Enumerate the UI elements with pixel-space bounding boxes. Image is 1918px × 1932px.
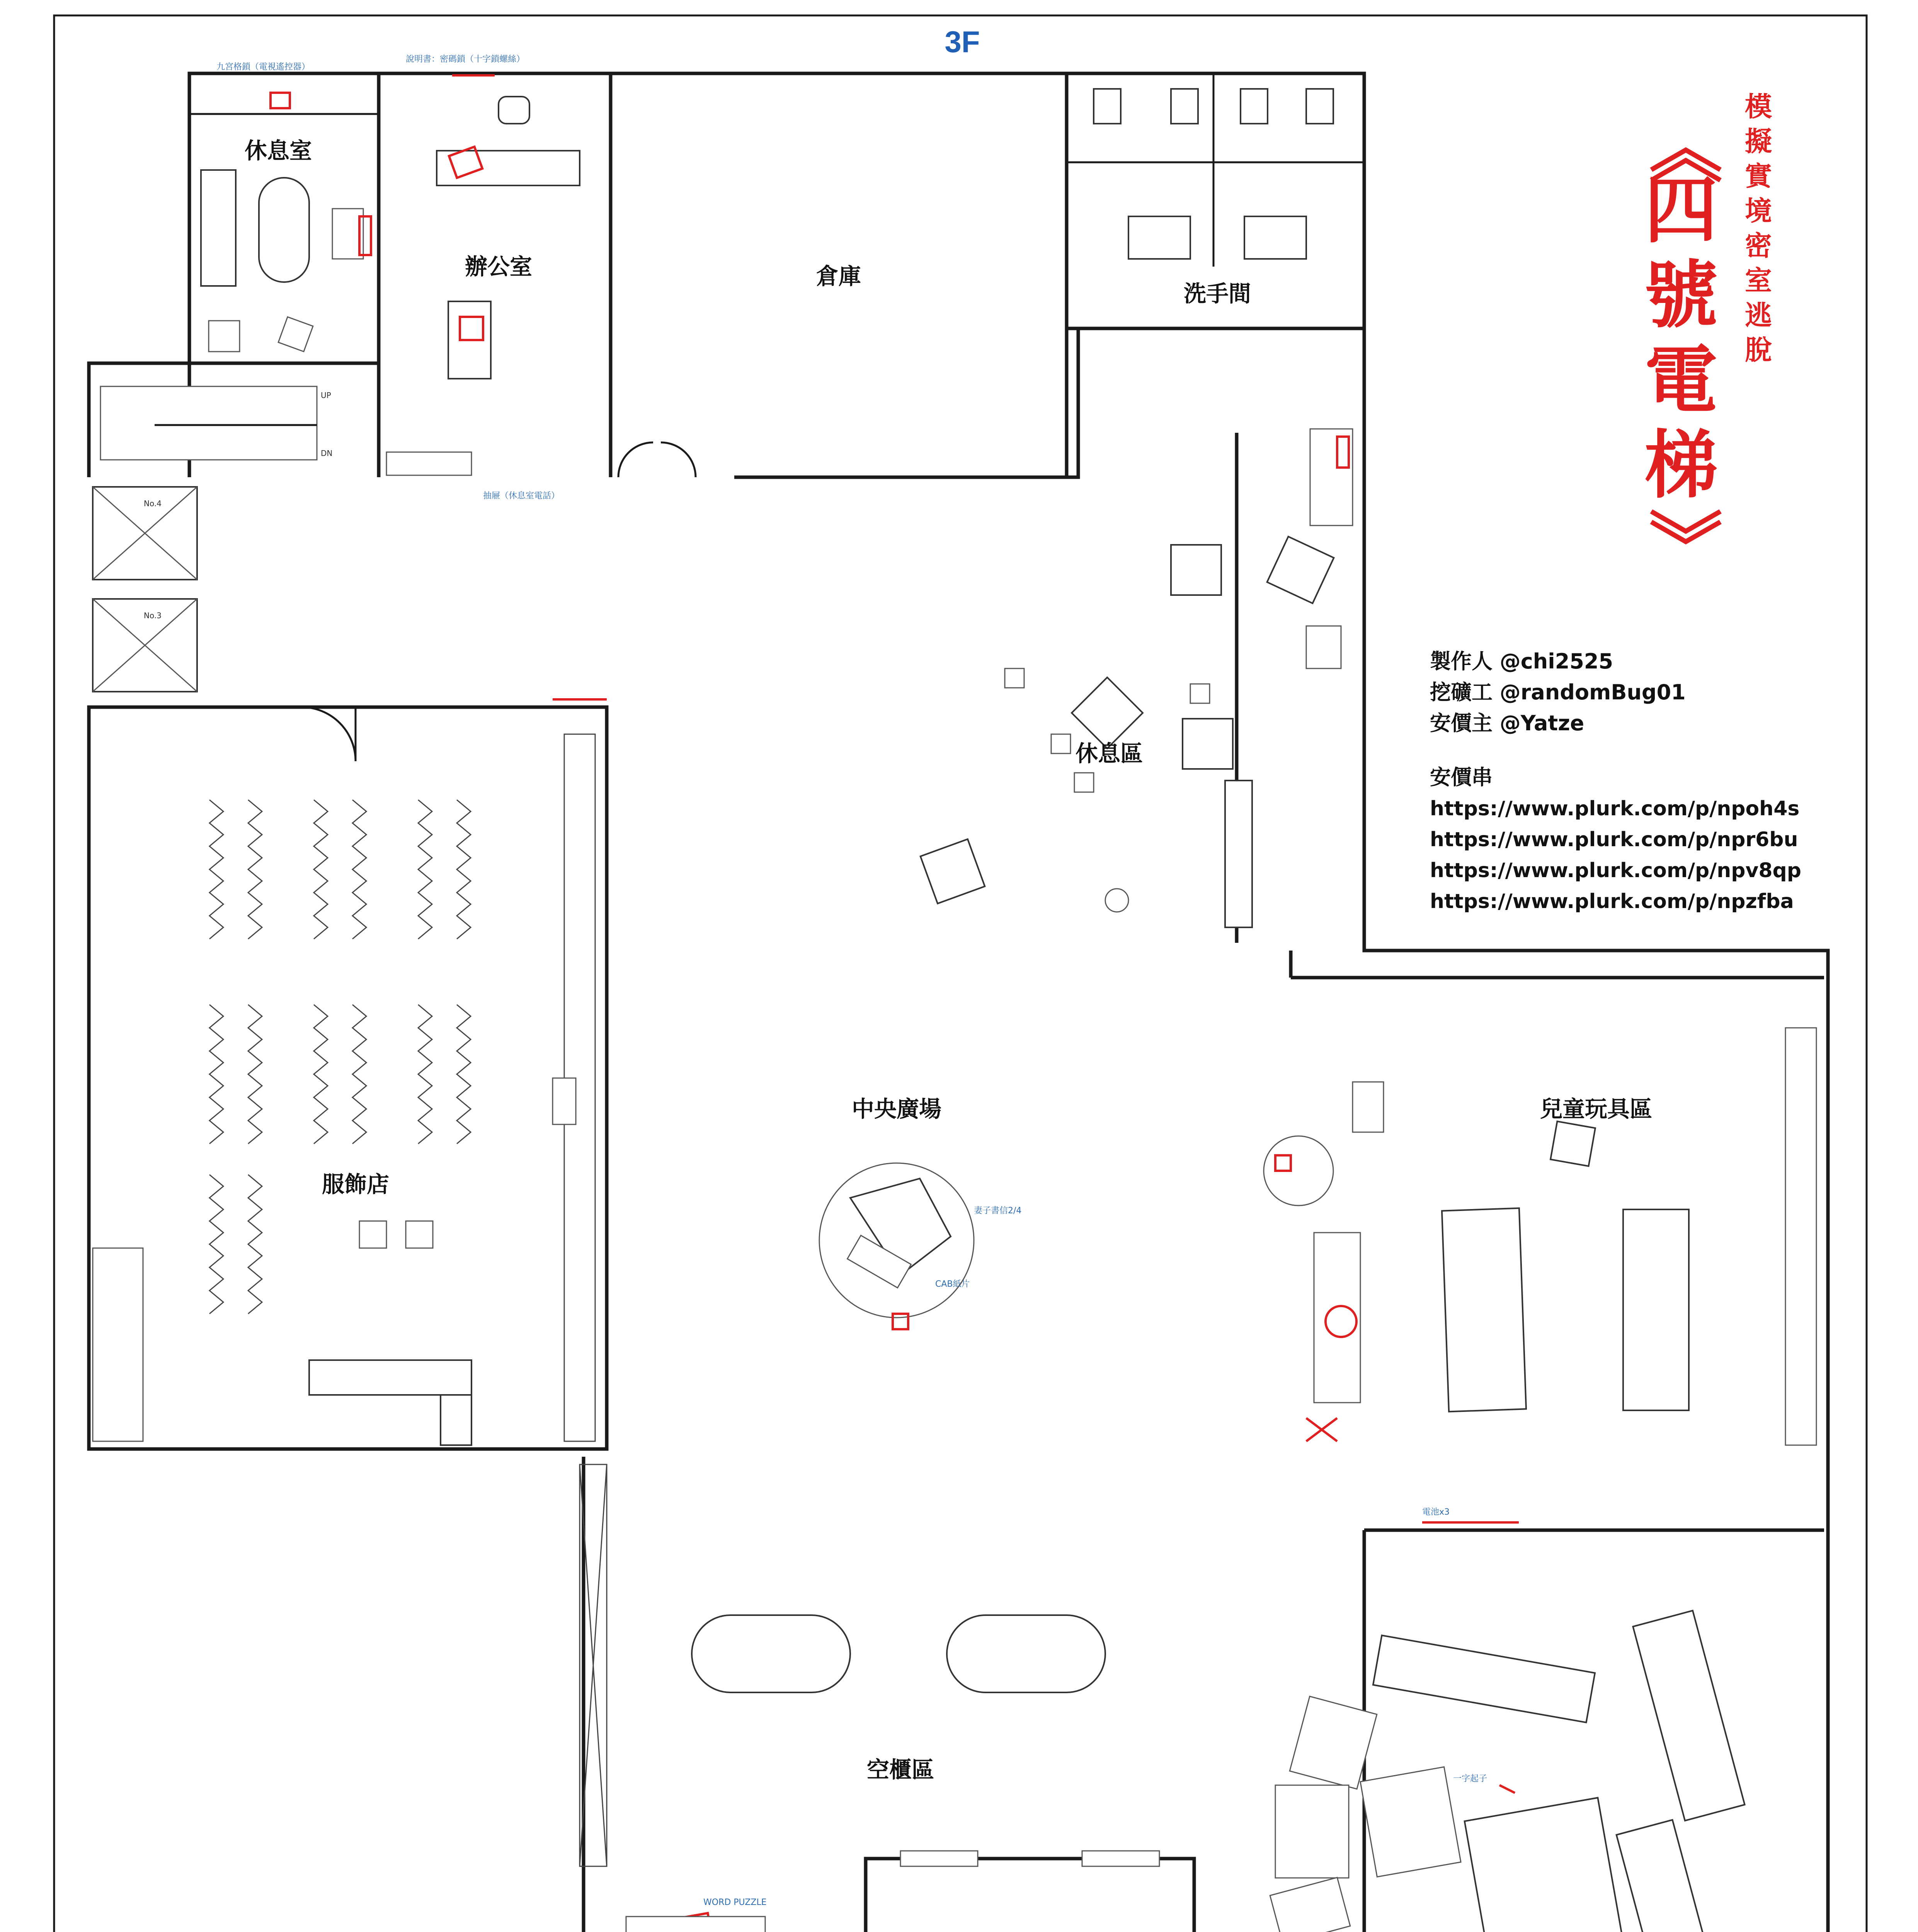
clothing-rack [209, 800, 223, 939]
room-label-empty-counter: 空櫃區 [866, 1757, 934, 1782]
title-char-3: 電 [1644, 337, 1718, 423]
left-stair-elevator-block [89, 363, 379, 692]
thread-link-2[interactable]: https://www.plurk.com/p/npr6bu [1430, 828, 1798, 851]
rest-area-pillar [1225, 781, 1252, 927]
restroom-toilet-1 [1094, 89, 1121, 124]
room-label-office: 辦公室 [465, 254, 533, 279]
title-char-4: 梯 [1644, 422, 1718, 508]
elevator-no4-label: No.4 [144, 499, 162, 508]
restroom-toilet-3 [1241, 89, 1268, 124]
restroom-sink-2 [1244, 216, 1306, 259]
toy-vending [1353, 1082, 1384, 1132]
lounge-sofa [201, 170, 236, 286]
rest-chair-2 [1074, 773, 1094, 792]
elevator-no3-label: No.3 [144, 611, 162, 620]
rest-bin [1105, 889, 1128, 912]
annotation-word-puzzle: WORD PUZZLE [703, 1898, 767, 1907]
toy-game-rack [1314, 1233, 1360, 1403]
annotation-piano-note: 妻子書信2/4 [974, 1206, 1022, 1216]
clothing-store-door[interactable] [301, 707, 356, 761]
clothing-cashier-side [441, 1395, 471, 1445]
clothing-rack [352, 1005, 366, 1144]
rest-chair-3 [1005, 668, 1024, 688]
subtitle-char-8: 脫 [1745, 334, 1772, 366]
thread-link-3[interactable]: https://www.plurk.com/p/npv8qp [1430, 859, 1801, 882]
tv-remote-marker[interactable] [271, 93, 290, 108]
plaza-south-window-2 [1082, 1851, 1159, 1866]
rest-table-1 [1171, 545, 1221, 595]
warehouse-lower-wall [734, 328, 1078, 477]
left-stair-up: UP [321, 391, 331, 400]
clothing-rack [248, 800, 262, 939]
annotation-office-doc: 說明書：密碼鎖（十字鎖螺絲） [406, 54, 525, 64]
annotation-office-drawer: 抽屜（休息室電話） [483, 491, 560, 501]
lounge-chair-2 [278, 317, 313, 352]
clothing-stool-1 [359, 1221, 386, 1248]
restroom-toilet-4 [1306, 89, 1333, 124]
clothing-rack [209, 1175, 223, 1314]
clothing-rack [314, 1005, 328, 1144]
title-char-1: 四 [1644, 167, 1718, 253]
subtitle-char-2: 擬 [1745, 126, 1772, 157]
toy-shelf-2 [1623, 1209, 1689, 1410]
arcade-platform [1465, 1798, 1624, 1932]
title-open-bracket: 《 [1641, 110, 1727, 184]
word-puzzle-counter [626, 1917, 765, 1932]
toy-table [1550, 1121, 1595, 1166]
subtitle-char-1: 模 [1745, 91, 1772, 122]
clothing-rack [457, 1005, 471, 1144]
credit-host: 安價主 @Yatze [1430, 711, 1584, 735]
warehouse-door-1[interactable] [618, 442, 653, 477]
arcade-ballpit [1223, 1611, 1828, 1932]
room-label-rest-area: 休息區 [1075, 741, 1143, 766]
annotation-cab-note: CAB紙片 [935, 1279, 970, 1289]
warehouse-block [611, 73, 1067, 477]
credit-threads-label: 安價串 [1430, 765, 1493, 789]
toy-shelf-1 [1442, 1208, 1526, 1412]
clothing-east-door[interactable] [553, 1078, 576, 1124]
annotation-crowbar: 一字起子 [1453, 1774, 1487, 1784]
credit-maker: 製作人 @chi2525 [1430, 649, 1613, 673]
thread-link-1[interactable]: https://www.plurk.com/p/npoh4s [1430, 797, 1800, 820]
title-close-bracket: 》 [1641, 508, 1727, 582]
empty-counter-1 [692, 1615, 850, 1692]
restroom-sink-1 [1128, 216, 1190, 259]
clothing-rack [248, 1175, 262, 1314]
rest-table-4 [1183, 719, 1233, 769]
left-stairwell[interactable] [100, 386, 317, 460]
central-plaza [819, 1097, 1021, 1329]
rest-area [921, 429, 1353, 912]
clothing-rack [209, 1005, 223, 1144]
rest-notice-board [1310, 429, 1353, 526]
arcade-machine-2 [1360, 1767, 1461, 1877]
annotation-tv-remote: 九宮格鎖（電視遙控器） [216, 62, 310, 72]
floor-label-3f: 3F [945, 25, 980, 59]
arcade-machine-3 [1275, 1785, 1349, 1878]
rest-table-2 [1267, 537, 1334, 604]
office-chair [499, 97, 529, 124]
restroom-block [1067, 73, 1364, 328]
arcade-bench-2 [1633, 1611, 1744, 1821]
clothing-store-walls [89, 707, 607, 1449]
thread-link-4[interactable]: https://www.plurk.com/p/npzfba [1430, 890, 1794, 913]
office-bench [386, 452, 471, 475]
arcade-bench-1 [1373, 1635, 1595, 1722]
clothing-store [89, 699, 607, 1449]
clothing-rack [418, 1005, 432, 1144]
crowbar-marker[interactable] [1499, 1785, 1515, 1793]
arcade-machine-4 [1270, 1878, 1350, 1932]
subtitle-char-6: 室 [1745, 265, 1772, 296]
toy-wall-shelf [1785, 1028, 1816, 1445]
rest-table-3 [1072, 677, 1143, 748]
rest-vending [1306, 626, 1341, 668]
restroom-toilet-2 [1171, 89, 1198, 124]
clothing-cashier [309, 1360, 471, 1395]
clothing-rack [457, 800, 471, 939]
credits [1430, 649, 1801, 913]
arcade-bench-3 [1617, 1820, 1727, 1932]
room-label-clothing-store: 服飾店 [322, 1172, 390, 1197]
room-label-warehouse: 倉庫 [816, 264, 861, 289]
left-stair-dn: DN [321, 449, 333, 458]
empty-counter-2 [947, 1615, 1105, 1692]
room-label-restroom: 洗手間 [1183, 281, 1251, 306]
clothing-rack [352, 800, 366, 939]
annotation-battery-note: 電池x3 [1422, 1507, 1450, 1517]
rest-table-5 [921, 839, 985, 904]
credit-digger: 挖礦工 @randomBug01 [1430, 680, 1686, 704]
clothing-counter [93, 1248, 143, 1441]
warehouse-door-2[interactable] [661, 442, 696, 477]
subtitle-char-4: 境 [1745, 195, 1772, 227]
office-desk-top [437, 151, 580, 185]
room-label-kids-toy-area: 兒童玩具區 [1540, 1097, 1653, 1122]
clothing-rack [418, 800, 432, 939]
map-title [1641, 91, 1773, 582]
lounge-table [259, 178, 309, 282]
clothing-rack [314, 800, 328, 939]
subtitle-char-5: 密 [1745, 230, 1772, 262]
subtitle-char-7: 逃 [1745, 299, 1772, 331]
subtitle-char-3: 實 [1745, 160, 1772, 192]
rest-chair-4 [1190, 684, 1210, 703]
room-label-lounge: 休息室 [244, 138, 312, 163]
title-char-2: 號 [1644, 252, 1718, 338]
clothing-stool-2 [406, 1221, 433, 1248]
kids-toy-area [1264, 1028, 1816, 1522]
clothing-rack [248, 1005, 262, 1144]
rest-chair-1 [1051, 734, 1070, 753]
room-label-central-plaza: 中央廣場 [851, 1097, 942, 1122]
lounge-chair-1 [209, 321, 240, 352]
plaza-south-window-1 [900, 1851, 978, 1866]
